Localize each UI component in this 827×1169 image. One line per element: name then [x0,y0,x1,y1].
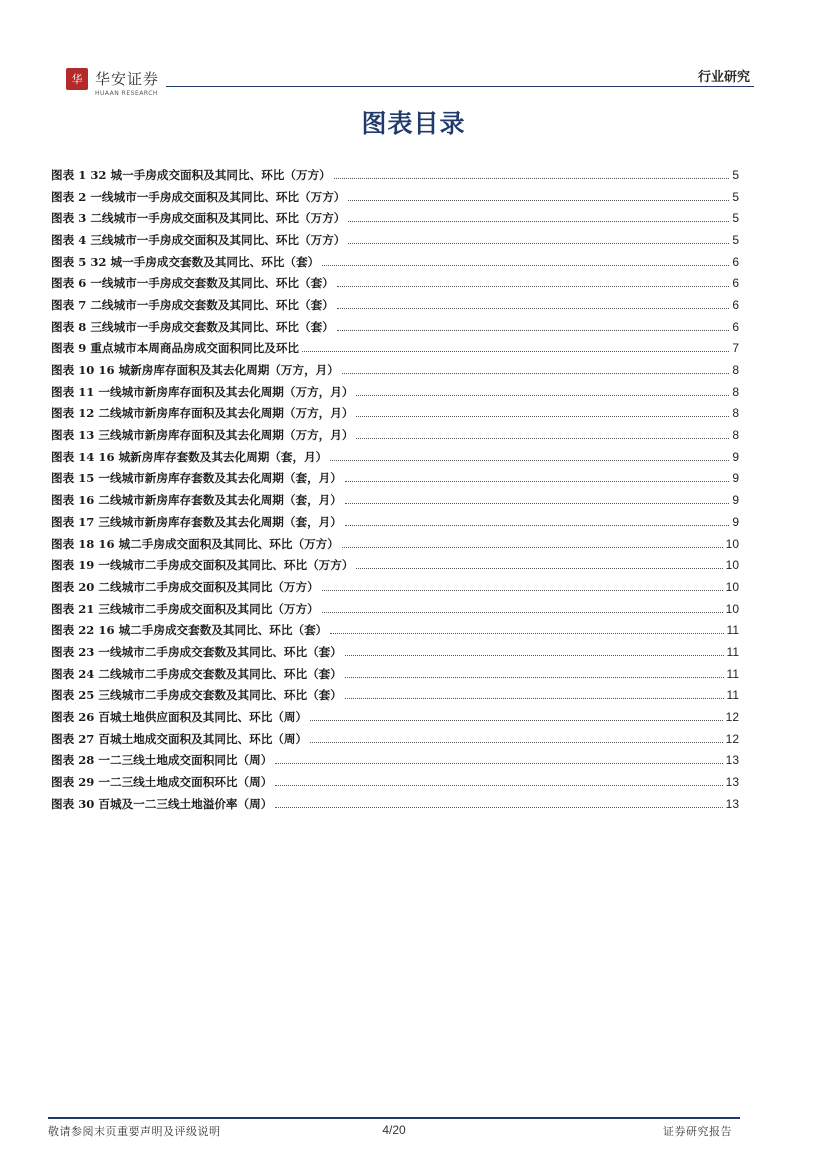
toc-entry[interactable] [51,554,739,576]
toc-dot-leader [342,546,723,548]
logo-seal-icon: 华 [66,68,88,90]
toc-entry-label: 图表 2 一线城市一手房成交面积及其同比、环比（万方） [51,189,346,204]
footer-disclaimer: 敬请参阅末页重要声明及评级说明 [48,1125,221,1138]
toc-entry-label: 图表 3 二线城市一手房成交面积及其同比、环比（万方） [51,211,346,226]
toc-dot-leader [348,220,729,222]
toc-entry-label: 图表 22 16 城二手房成交套数及其同比、环比（套） [51,623,328,638]
toc-dot-leader [322,264,729,266]
toc-entry[interactable] [51,338,739,360]
toc-dot-leader [345,480,729,482]
toc-entry-page: 6 [732,254,739,269]
toc-entry[interactable] [51,771,739,793]
toc-entry-label: 图表 11 一线城市新房库存面积及其去化周期（万方，月） [51,384,354,399]
toc-dot-leader [356,415,729,417]
toc-entry-page: 13 [725,753,739,768]
logo-name: 华安证券 [95,70,160,88]
page-number: 4/20 [382,1123,406,1137]
toc-entry-label: 图表 16 二线城市新房库存套数及其去化周期（套，月） [51,493,342,508]
toc-entry-page: 13 [725,796,739,811]
toc-entry-page: 5 [732,211,739,226]
toc-entry-label: 图表 13 三线城市新房库存面积及其去化周期（万方，月） [51,428,354,443]
toc-entry-label: 图表 4 三线城市一手房成交面积及其同比、环比（万方） [51,232,346,247]
toc-entry-label: 图表 9 重点城市本周商品房成交面积同比及环比 [51,341,300,356]
toc-entry-page: 7 [732,341,739,356]
toc-entry[interactable] [51,403,739,425]
toc-entry-label: 图表 6 一线城市一手房成交套数及其同比、环比（套） [51,276,334,291]
toc-entry-label: 图表 8 三线城市一手房成交套数及其同比、环比（套） [51,319,334,334]
toc-entry-page: 5 [732,189,739,204]
toc-entry[interactable] [51,446,739,468]
toc-entry[interactable] [51,424,739,446]
toc-entry[interactable] [51,164,739,186]
toc-entry-label: 图表 24 二线城市二手房成交套数及其同比、环比（套） [51,666,342,681]
toc-dot-leader [322,611,723,613]
toc-dot-leader [275,784,722,786]
toc-entry-page: 9 [732,471,739,486]
toc-entry-label: 图表 18 16 城二手房成交面积及其同比、环比（万方） [51,536,339,551]
toc-entry[interactable] [51,663,739,685]
toc-entry-label: 图表 17 三线城市新房库存套数及其去化周期（套，月） [51,514,342,529]
toc-dot-leader [348,242,729,244]
toc-entry-page: 8 [732,406,739,421]
toc-dot-leader [345,502,729,504]
toc-entry-label: 图表 10 16 城新房库存面积及其去化周期（万方，月） [51,363,339,378]
toc-entry-page: 10 [725,558,739,573]
page-title: 图表目录 [361,109,466,138]
toc-entry[interactable] [51,229,739,251]
report-type: 证券研究报告 [663,1125,732,1138]
toc-entry[interactable] [51,207,739,229]
page-footer [48,1121,740,1141]
toc-entry-page: 11 [726,688,739,703]
toc-entry[interactable] [51,619,739,641]
toc-entry-label: 图表 7 二线城市一手房成交套数及其同比、环比（套） [51,297,334,312]
toc-entry-page: 9 [732,449,739,464]
toc-entry-page: 8 [732,428,739,443]
toc-dot-leader [345,524,729,526]
toc-entry-page: 6 [732,319,739,334]
toc-dot-leader [356,394,729,396]
logo-subtitle: HUAAN RESEARCH [95,90,158,97]
toc-entry-label: 图表 28 一二三线土地成交面积同比（周） [51,753,273,768]
toc-dot-leader [342,372,729,374]
toc-entry[interactable] [51,576,739,598]
table-of-figures [51,164,739,815]
toc-dot-leader [345,676,724,678]
toc-entry-label: 图表 29 一二三线土地成交面积环比（周） [51,775,273,790]
toc-entry-page: 12 [725,731,739,746]
toc-entry[interactable] [51,750,739,772]
toc-entry-page: 11 [726,666,739,681]
toc-dot-leader [337,307,730,309]
toc-dot-leader [330,459,729,461]
toc-entry-page: 10 [725,601,739,616]
toc-entry-page: 12 [725,710,739,725]
toc-entry[interactable] [51,641,739,663]
toc-entry-page: 10 [725,579,739,594]
toc-dot-leader [275,806,722,808]
toc-entry[interactable] [51,793,739,815]
toc-entry-label: 图表 19 一线城市二手房成交面积及其同比、环比（万方） [51,558,354,573]
toc-entry-page: 8 [732,363,739,378]
toc-entry[interactable] [51,685,739,707]
toc-entry-label: 图表 14 16 城新房库存套数及其去化周期（套，月） [51,449,328,464]
toc-dot-leader [337,285,730,287]
toc-entry[interactable] [51,186,739,208]
toc-entry[interactable] [51,728,739,750]
toc-entry-page: 9 [732,514,739,529]
toc-dot-leader [322,589,723,591]
header-divider [166,86,754,87]
toc-entry-label: 图表 23 一线城市二手房成交套数及其同比、环比（套） [51,644,342,659]
toc-entry[interactable] [51,533,739,555]
toc-entry-page: 11 [726,644,739,659]
toc-entry[interactable] [51,468,739,490]
toc-dot-leader [356,567,722,569]
toc-entry-label: 图表 25 三线城市二手房成交套数及其同比、环比（套） [51,688,342,703]
toc-entry-label: 图表 26 百城土地供应面积及其同比、环比（周） [51,710,308,725]
toc-entry[interactable] [51,294,739,316]
toc-entry-label: 图表 15 一线城市新房库存套数及其去化周期（套，月） [51,471,342,486]
toc-entry-label: 图表 1 32 城一手房成交面积及其同比、环比（万方） [51,167,331,182]
toc-entry-page: 5 [732,167,739,182]
toc-dot-leader [334,177,730,179]
toc-entry[interactable] [51,598,739,620]
toc-dot-leader [275,762,722,764]
toc-entry-page: 11 [726,623,739,638]
toc-entry[interactable] [51,316,739,338]
toc-dot-leader [330,632,723,634]
toc-entry[interactable] [51,511,739,533]
toc-dot-leader [356,437,729,439]
page-header [48,58,754,100]
toc-dot-leader [345,697,724,699]
toc-dot-leader [348,199,729,201]
toc-entry-label: 图表 27 百城土地成交面积及其同比、环比（周） [51,731,308,746]
toc-dot-leader [310,719,723,721]
toc-entry-label: 图表 21 三线城市二手房成交面积及其同比（万方） [51,601,319,616]
toc-entry[interactable] [51,359,739,381]
toc-entry-page: 9 [732,493,739,508]
footer-divider [48,1117,740,1119]
toc-dot-leader [337,329,730,331]
company-logo [66,68,216,100]
toc-entry-page: 10 [725,536,739,551]
toc-entry-page: 13 [725,775,739,790]
toc-entry[interactable] [51,489,739,511]
toc-entry-page: 6 [732,276,739,291]
toc-dot-leader [310,741,723,743]
section-label: 行业研究 [697,70,750,85]
toc-entry-page: 6 [732,297,739,312]
toc-entry-label: 图表 20 二线城市二手房成交面积及其同比（万方） [51,579,319,594]
toc-entry-page: 5 [732,232,739,247]
toc-entry[interactable] [51,272,739,294]
toc-entry-label: 图表 12 二线城市新房库存面积及其去化周期（万方，月） [51,406,354,421]
toc-entry-label: 图表 30 百城及一二三线土地溢价率（周） [51,796,273,811]
toc-entry-page: 8 [732,384,739,399]
toc-entry-label: 图表 5 32 城一手房成交套数及其同比、环比（套） [51,254,320,269]
toc-entry[interactable] [51,706,739,728]
toc-dot-leader [302,350,729,352]
toc-dot-leader [345,654,724,656]
toc-entry[interactable] [51,381,739,403]
toc-entry[interactable] [51,251,739,273]
